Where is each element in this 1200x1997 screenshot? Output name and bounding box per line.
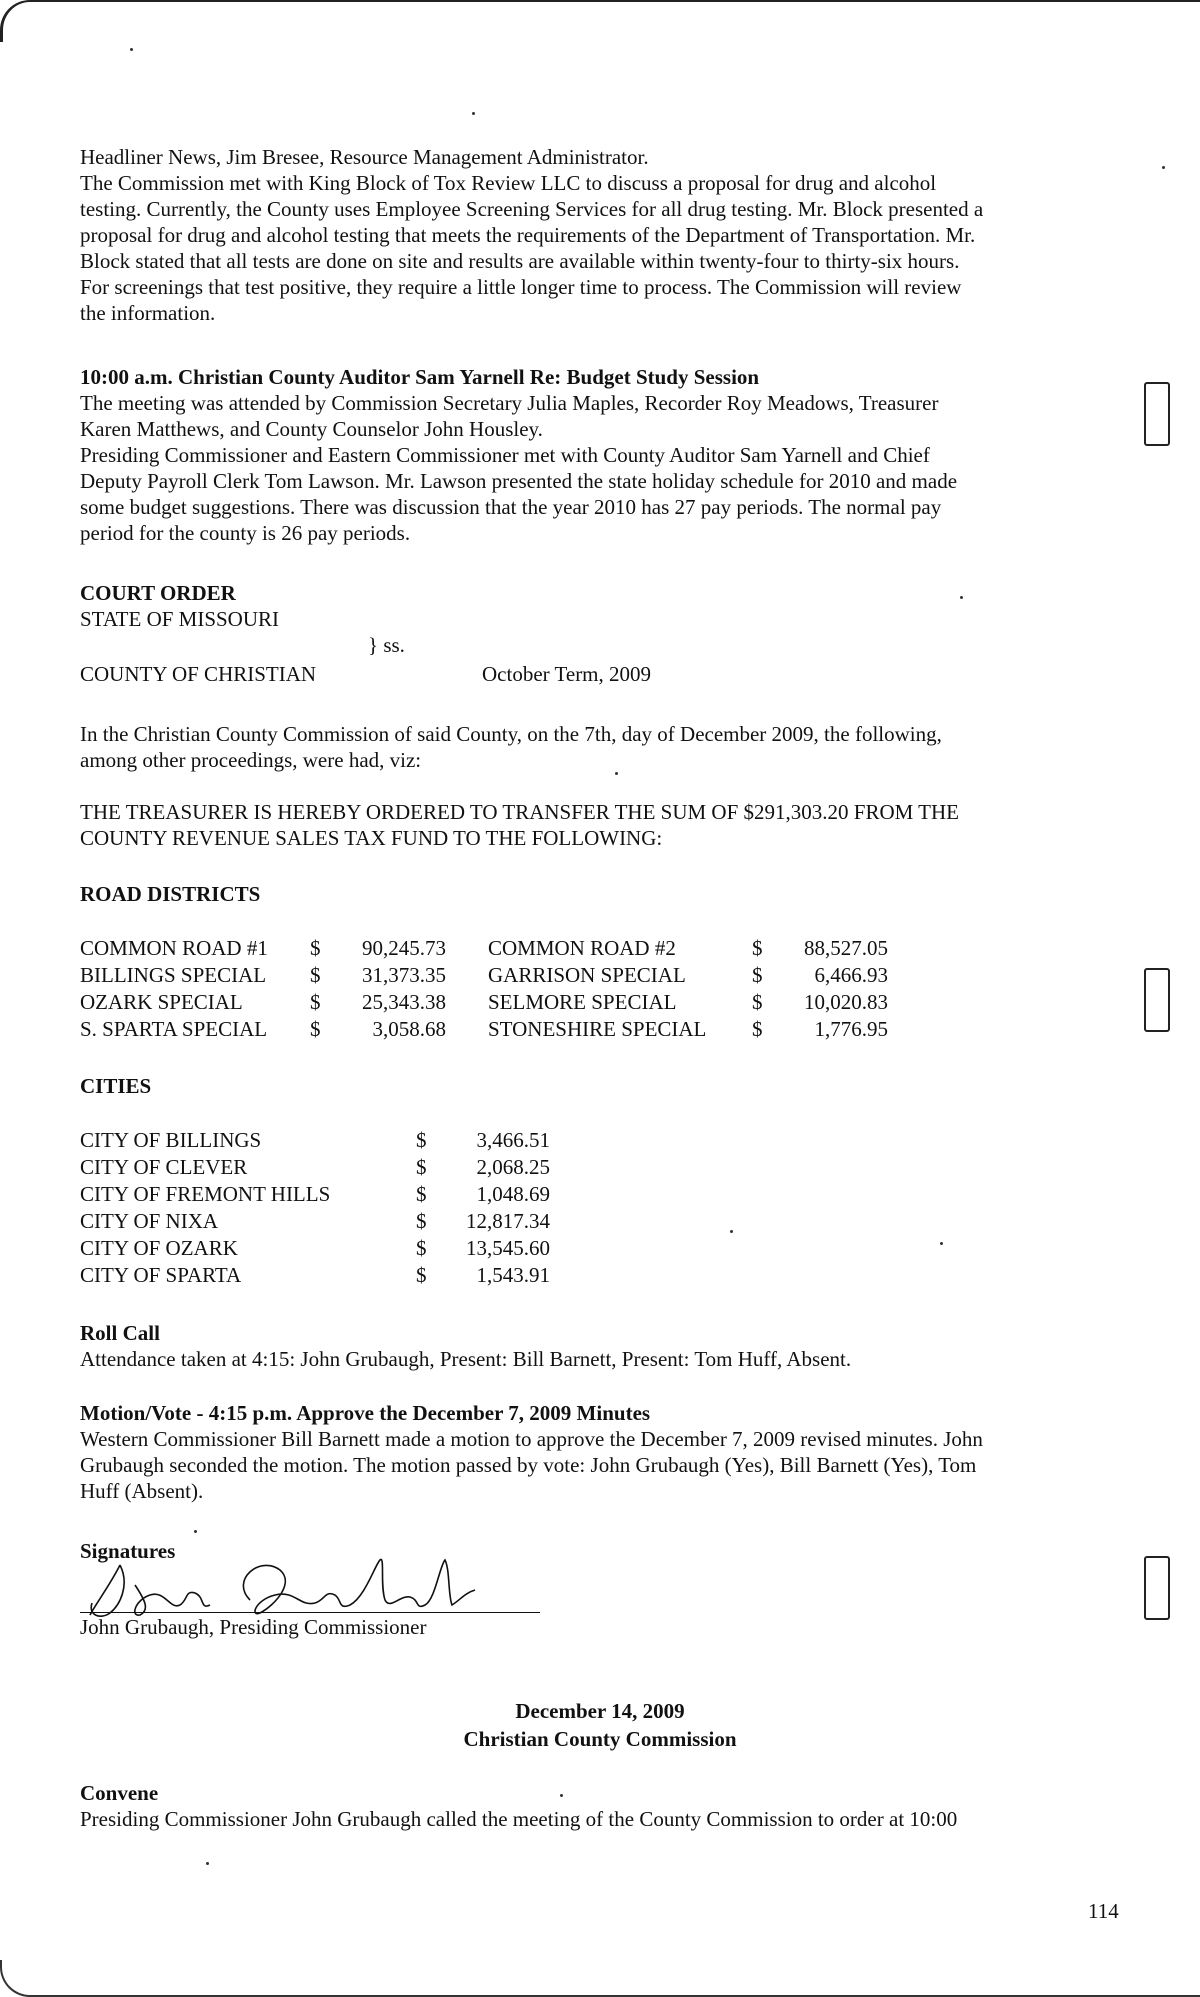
currency-symbol: $ (310, 936, 321, 960)
scan-speck (730, 1230, 733, 1233)
district-amount: 88,527.05 (804, 936, 888, 960)
scan-speck (960, 596, 963, 599)
text-line: proposal for drug and alcohol testing that meets the requirements of the Department of Transportation. Mr. (80, 223, 976, 247)
city-amount: 1,048.69 (476, 1182, 550, 1206)
meeting-date: December 14, 2009 (515, 1699, 685, 1723)
county-line: COUNTY OF CHRISTIAN (80, 662, 317, 686)
district-name: OZARK SPECIAL (80, 990, 243, 1014)
text-line: Western Commissioner Bill Barnett made a motion to approve the December 7, 2009 revised minutes. John (80, 1427, 983, 1451)
budget-heading: 10:00 a.m. Christian County Auditor Sam Yarnell Re: Budget Study Session (80, 365, 760, 389)
binder-hole-icon (1144, 382, 1170, 446)
currency-symbol: $ (416, 1236, 427, 1260)
text-line: THE TREASURER IS HEREBY ORDERED TO TRANSFER THE SUM OF $291,303.20 FROM THE (80, 800, 959, 824)
city-name: CITY OF FREMONT HILLS (80, 1182, 331, 1206)
budget-paragraph (80, 390, 1110, 546)
text-line: some budget suggestions. There was discussion that the year 2010 has 27 pay periods. The normal pay (80, 495, 942, 519)
currency-symbol: $ (416, 1182, 427, 1206)
text-line: the information. (80, 301, 216, 325)
binder-hole-icon (1144, 968, 1170, 1032)
district-name: COMMON ROAD #2 (488, 936, 676, 960)
currency-symbol: $ (416, 1128, 427, 1152)
district-amount: 6,466.93 (814, 963, 888, 987)
page-edge-top (0, 0, 1200, 42)
district-amount: 90,245.73 (362, 936, 446, 960)
text-line: Deputy Payroll Clerk Tom Lawson. Mr. Lawson presented the state holiday schedule for 2010 and made (80, 469, 958, 493)
binder-hole-icon (1144, 1556, 1170, 1620)
currency-symbol: $ (752, 936, 763, 960)
text-line: Huff (Absent). (80, 1479, 204, 1503)
page-number: 114 (1088, 1899, 1119, 1923)
convene-heading: Convene (80, 1781, 159, 1805)
scan-speck (130, 48, 133, 51)
text-line: The Commission met with King Block of Tox Review LLC to discuss a proposal for drug and alcohol (80, 171, 937, 195)
city-name: CITY OF SPARTA (80, 1263, 242, 1287)
district-name: BILLINGS SPECIAL (80, 963, 267, 987)
text-line: among other proceedings, were had, viz: (80, 748, 422, 772)
city-amount: 3,466.51 (476, 1128, 550, 1152)
proceedings-paragraph (80, 721, 1110, 773)
scan-speck (560, 1794, 563, 1797)
district-amount: 10,020.83 (804, 990, 888, 1014)
district-name: S. SPARTA SPECIAL (80, 1017, 268, 1041)
city-amount: 1,543.91 (476, 1263, 550, 1287)
district-amount: 1,776.95 (814, 1017, 888, 1041)
district-amount: 3,058.68 (372, 1017, 446, 1041)
district-name: COMMON ROAD #1 (80, 936, 268, 960)
text-line: Headliner News, Jim Bresee, Resource Management Administrator. (80, 145, 649, 169)
scan-speck (472, 112, 475, 115)
district-name: STONESHIRE SPECIAL (488, 1017, 707, 1041)
scan-speck (206, 1862, 209, 1865)
currency-symbol: $ (310, 1017, 321, 1041)
scan-speck (940, 1242, 943, 1245)
currency-symbol: $ (752, 963, 763, 987)
text-line: Presiding Commissioner and Eastern Commissioner met with County Auditor Sam Yarnell and Chief (80, 443, 930, 467)
handwritten-signature (80, 1545, 500, 1625)
signatures-heading: Signatures (80, 1539, 176, 1563)
scan-speck (194, 1530, 197, 1533)
city-amount: 2,068.25 (476, 1155, 550, 1179)
district-amount: 25,343.38 (362, 990, 446, 1014)
state-line: STATE OF MISSOURI (80, 607, 280, 631)
text-line: COUNTY REVENUE SALES TAX FUND TO THE FOLLOWING: (80, 826, 663, 850)
district-name: SELMORE SPECIAL (488, 990, 677, 1014)
road-districts-heading: ROAD DISTRICTS (80, 882, 261, 906)
city-name: CITY OF BILLINGS (80, 1128, 262, 1152)
text-line: Karen Matthews, and County Counselor John Housley. (80, 417, 543, 441)
convene-text: Presiding Commissioner John Grubaugh called the meeting of the County Commission to order at 10:00 (80, 1807, 958, 1831)
cities-heading: CITIES (80, 1074, 152, 1098)
court-order-heading: COURT ORDER (80, 581, 236, 605)
text-line: Grubaugh seconded the motion. The motion passed by vote: John Grubaugh (Yes), Bill Barnett (Yes), Tom (80, 1453, 977, 1477)
ss-bracket: } ss. (368, 633, 405, 657)
currency-symbol: $ (752, 990, 763, 1014)
currency-symbol: $ (310, 990, 321, 1014)
district-amount: 31,373.35 (362, 963, 446, 987)
term-line: October Term, 2009 (482, 662, 652, 686)
currency-symbol: $ (752, 1017, 763, 1041)
motion-paragraph (80, 1426, 1110, 1504)
currency-symbol: $ (416, 1155, 427, 1179)
text-line: For screenings that test positive, they require a little longer time to process. The Commission will review (80, 275, 962, 299)
page-edge-bottom (0, 1960, 1200, 1997)
roll-call-heading: Roll Call (80, 1321, 160, 1345)
district-name: GARRISON SPECIAL (488, 963, 686, 987)
text-line: testing. Currently, the County uses Employee Screening Services for all drug testing. Mr. Block presented a (80, 197, 984, 221)
text-line: The meeting was attended by Commission Secretary Julia Maples, Recorder Roy Meadows, Treasurer (80, 391, 939, 415)
city-amount: 12,817.34 (466, 1209, 550, 1233)
currency-symbol: $ (416, 1263, 427, 1287)
transfer-order (80, 799, 1110, 851)
text-line: period for the county is 26 pay periods. (80, 521, 411, 545)
city-amount: 13,545.60 (466, 1236, 550, 1260)
roll-call-text: Attendance taken at 4:15: John Grubaugh, Present: Bill Barnett, Present: Tom Huff, Absent. (80, 1347, 852, 1371)
text-line: In the Christian County Commission of said County, on the 7th, day of December 2009, the following, (80, 722, 942, 746)
city-name: CITY OF OZARK (80, 1236, 238, 1260)
signer-name: John Grubaugh, Presiding Commissioner (80, 1615, 427, 1639)
motion-heading: Motion/Vote - 4:15 p.m. Approve the December 7, 2009 Minutes (80, 1401, 651, 1425)
signature-line (80, 1612, 540, 1613)
meeting-body: Christian County Commission (463, 1727, 737, 1751)
city-name: CITY OF NIXA (80, 1209, 219, 1233)
currency-symbol: $ (416, 1209, 427, 1233)
scan-speck (1162, 166, 1165, 169)
currency-symbol: $ (310, 963, 321, 987)
text-line: Block stated that all tests are done on site and results are available within twenty-four to thirty-six hours. (80, 249, 960, 273)
city-name: CITY OF CLEVER (80, 1155, 248, 1179)
intro-paragraph (80, 144, 1110, 326)
